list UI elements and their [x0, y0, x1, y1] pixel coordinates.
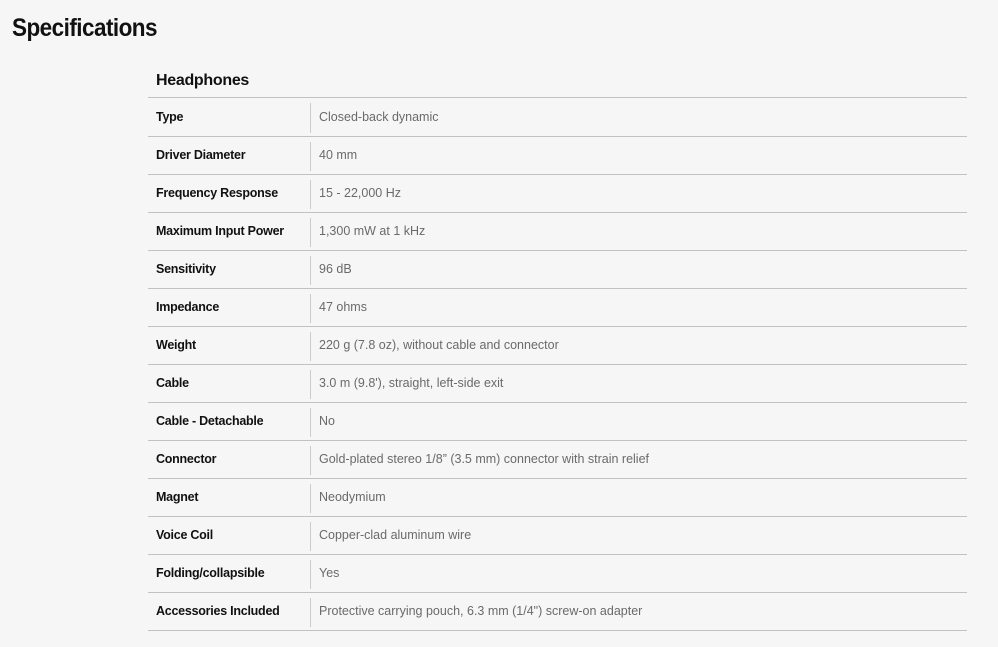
spec-label: Frequency Response	[148, 174, 311, 212]
spec-label: Cable - Detachable	[148, 402, 311, 440]
spec-label: Cable	[148, 364, 311, 402]
spec-row	[148, 326, 967, 364]
spec-table	[148, 98, 967, 631]
spec-value: 1,300 mW at 1 kHz	[311, 212, 967, 250]
spec-label: Accessories Included	[148, 592, 311, 630]
spec-table-body	[148, 98, 967, 630]
page-title: Specifications	[12, 14, 157, 42]
spec-value: Gold-plated stereo 1/8” (3.5 mm) connector with strain relief	[311, 440, 967, 478]
spec-row	[148, 288, 967, 326]
spec-row	[148, 592, 967, 630]
spec-row	[148, 250, 967, 288]
spec-label: Voice Coil	[148, 516, 311, 554]
spec-row	[148, 364, 967, 402]
spec-value: 40 mm	[311, 136, 967, 174]
spec-label: Connector	[148, 440, 311, 478]
spec-row	[148, 402, 967, 440]
spec-value: Neodymium	[311, 478, 967, 516]
spec-row	[148, 554, 967, 592]
spec-label: Sensitivity	[148, 250, 311, 288]
spec-value: Yes	[311, 554, 967, 592]
spec-label: Driver Diameter	[148, 136, 311, 174]
spec-value: Closed-back dynamic	[311, 98, 967, 136]
spec-value: 3.0 m (9.8'), straight, left-side exit	[311, 364, 967, 402]
spec-value: 47 ohms	[311, 288, 967, 326]
spec-label: Magnet	[148, 478, 311, 516]
spec-row	[148, 174, 967, 212]
spec-label: Maximum Input Power	[148, 212, 311, 250]
spec-value: 96 dB	[311, 250, 967, 288]
spec-value: No	[311, 402, 967, 440]
spec-section-headphones	[148, 68, 967, 631]
spec-label: Weight	[148, 326, 311, 364]
spec-label: Impedance	[148, 288, 311, 326]
spec-row	[148, 440, 967, 478]
spec-value: Copper-clad aluminum wire	[311, 516, 967, 554]
spec-value: 220 g (7.8 oz), without cable and connector	[311, 326, 967, 364]
section-heading: Headphones	[148, 68, 967, 98]
spec-label: Folding/collapsible	[148, 554, 311, 592]
spec-row	[148, 516, 967, 554]
spec-row	[148, 478, 967, 516]
spec-value: 15 - 22,000 Hz	[311, 174, 967, 212]
spec-row	[148, 212, 967, 250]
spec-row	[148, 98, 967, 136]
spec-label: Type	[148, 98, 311, 136]
spec-row	[148, 136, 967, 174]
spec-value: Protective carrying pouch, 6.3 mm (1/4") screw-on adapter	[311, 592, 967, 630]
